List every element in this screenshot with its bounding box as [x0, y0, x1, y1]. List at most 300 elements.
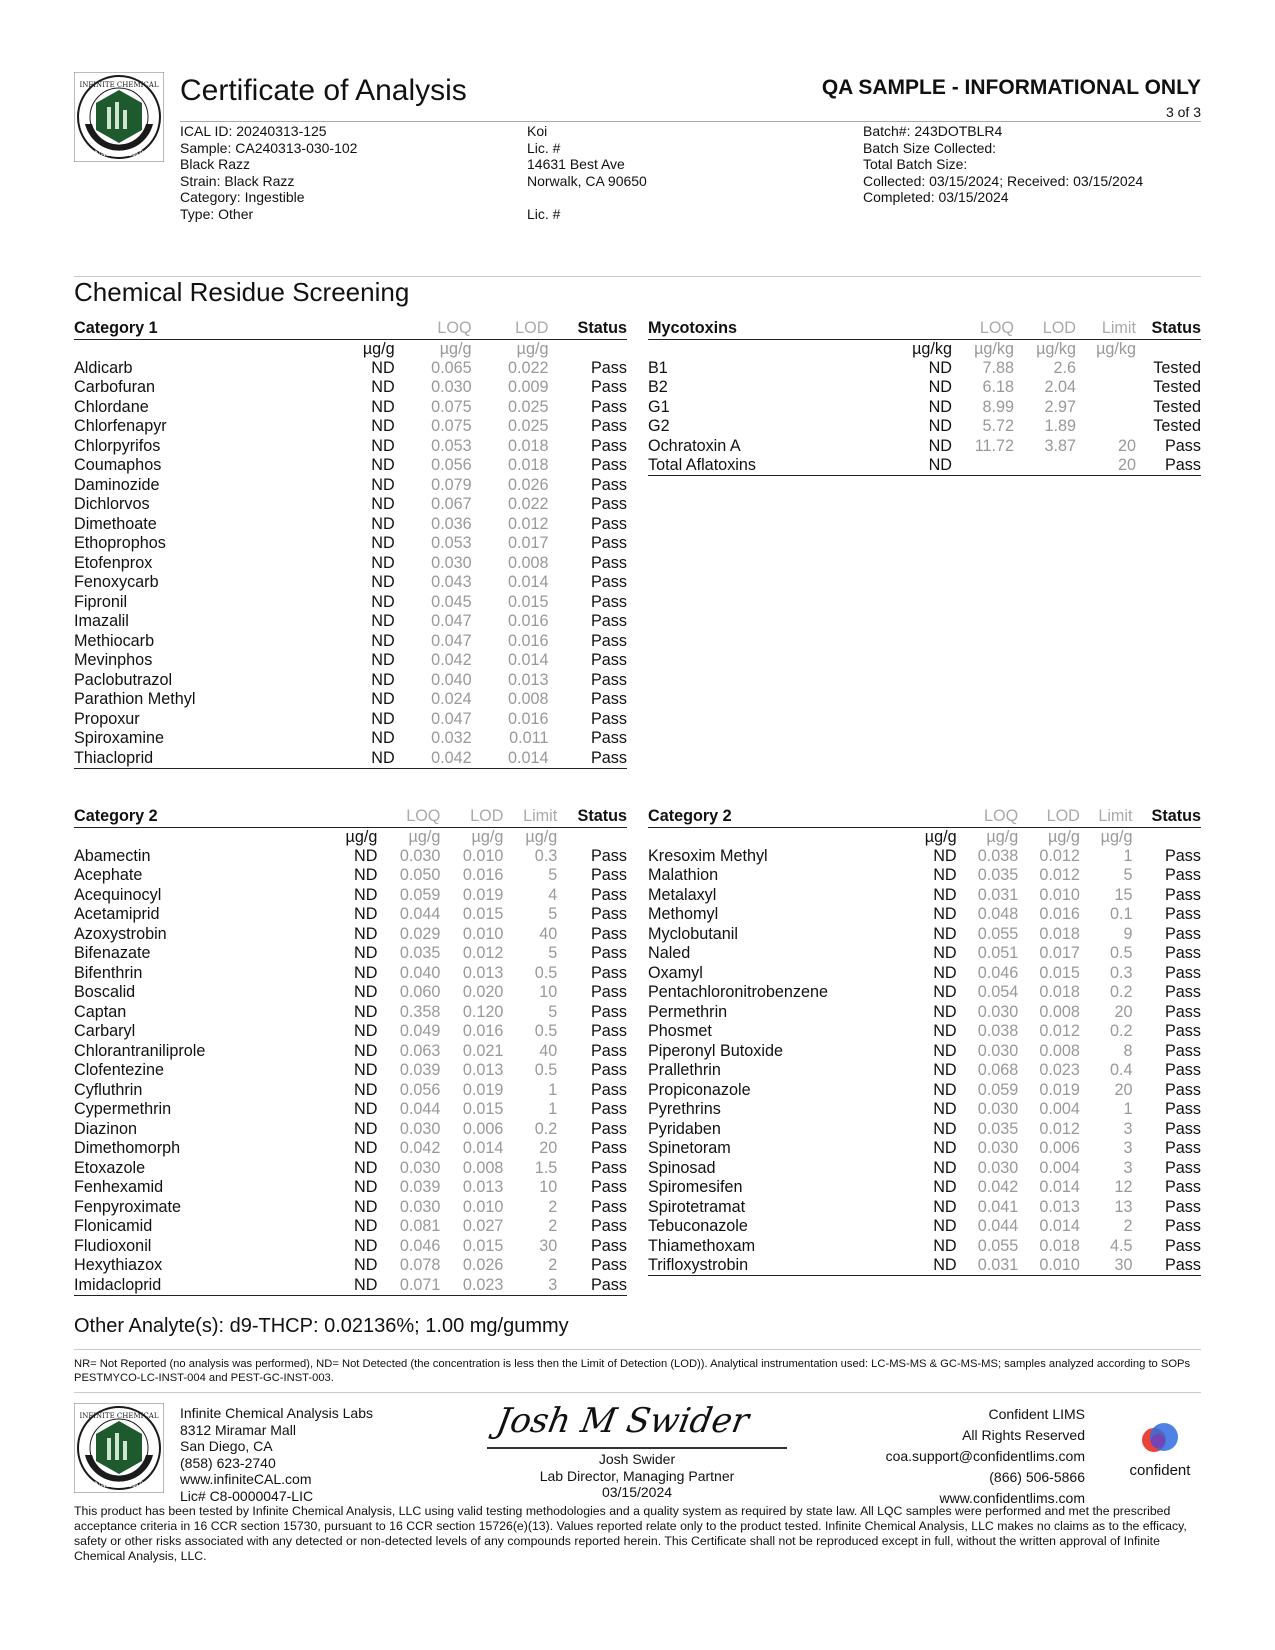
limit-value: 2 [1123, 1217, 1133, 1236]
category2-table-right [648, 807, 1201, 1276]
limit-value: 5 [548, 944, 558, 963]
result-value: ND [281, 1276, 378, 1296]
table-row [74, 1276, 627, 1296]
lod-value: 0.016 [462, 1022, 504, 1041]
analyte-name: Fipronil [74, 592, 128, 611]
sample-info-line: ICAL ID: 20240313-125 [180, 123, 327, 139]
lod-value: 0.008 [507, 553, 549, 572]
unit-label: µg/kg [1096, 339, 1136, 358]
result-value: ND [354, 944, 378, 963]
status-value: Pass [591, 1158, 627, 1177]
analyte-name: Fenpyroximate [74, 1197, 182, 1216]
sample-info-line: Black Razz [180, 156, 251, 172]
result-value: ND [371, 631, 395, 650]
loq-value: 0.030 [977, 1100, 1019, 1119]
lod-value: 0.014 [1039, 1217, 1080, 1236]
lod-value: 1.89 [1044, 417, 1076, 436]
lod-value: 0.026 [462, 1256, 504, 1275]
table-row [648, 1061, 1201, 1081]
result-value: ND [928, 436, 952, 455]
loq-value: 0.081 [399, 1217, 441, 1236]
loq-value: 0.044 [399, 1100, 441, 1119]
result-value: ND [371, 514, 395, 533]
category2-table-left [74, 807, 627, 1296]
page-number: 3 of 3 [1165, 104, 1201, 120]
client-info-line: Koi [527, 123, 548, 139]
limit-value: 0.1 [1110, 905, 1133, 924]
analyte-name: Aldicarb [74, 358, 133, 377]
lod-value: 0.006 [462, 1119, 504, 1138]
status-value: Pass [591, 1256, 627, 1275]
limit-value: 9 [1123, 924, 1133, 943]
table-row [648, 983, 1201, 1003]
table-row [74, 515, 627, 535]
lod-value: 0.008 [462, 1158, 504, 1177]
result-value: ND [371, 729, 395, 748]
table-row [74, 1042, 627, 1062]
result-value: ND [371, 553, 395, 572]
status-value: Pass [591, 592, 627, 611]
lod-value: 0.012 [462, 944, 504, 963]
limit-value: 1 [548, 1100, 558, 1119]
status-value: Pass [591, 573, 627, 592]
signature-text: Josh M Swider [493, 1401, 752, 1441]
limit-value: 10 [539, 1178, 558, 1197]
loq-value: 0.035 [977, 1119, 1019, 1138]
status-value: Pass [1133, 1256, 1201, 1276]
lod-value: 0.022 [507, 495, 549, 514]
lab-logo-icon [74, 1403, 164, 1493]
status-header: Status [548, 319, 627, 339]
result-value: ND [354, 1197, 378, 1216]
result-value: ND [354, 924, 378, 943]
result-value: ND [354, 885, 378, 904]
loq-value: 0.079 [431, 475, 472, 494]
lod-value: 0.023 [440, 1276, 503, 1296]
lod-value: 0.015 [1039, 963, 1080, 982]
result-value: ND [354, 1119, 378, 1138]
analyte-name: B1 [648, 358, 668, 377]
loq-value: 0.063 [399, 1041, 441, 1060]
analyte-name: Phosmet [648, 1022, 712, 1041]
loq-value: 0.030 [977, 1041, 1019, 1060]
lod-value: 2.6 [1053, 358, 1076, 377]
loq-value: 0.075 [431, 417, 472, 436]
table-row [648, 359, 1201, 379]
table-row [74, 1217, 627, 1237]
status-header: Status [557, 807, 627, 827]
status-value: Pass [1165, 1217, 1201, 1236]
analyte-name: Acequinocyl [74, 885, 162, 904]
analyte-name: Pyrethrins [648, 1100, 721, 1119]
table-row [74, 925, 627, 945]
result-value: ND [371, 573, 395, 592]
status-value: Pass [591, 1061, 627, 1080]
unit-label: µg/g [1048, 827, 1080, 846]
result-value: ND [354, 1139, 378, 1158]
analyte-name: Fludioxonil [74, 1236, 152, 1255]
lod-value: 0.014 [507, 573, 549, 592]
analyte-name: Daminozide [74, 475, 160, 494]
lod-value: 0.022 [507, 358, 549, 377]
lod-value: 0.016 [462, 866, 504, 885]
loq-value: 0.047 [431, 631, 472, 650]
client-info-line: Lic. # [527, 205, 561, 222]
loq-value: 0.055 [977, 924, 1019, 943]
table-row [648, 1178, 1201, 1198]
table-row [74, 690, 627, 710]
loq-value: 0.042 [431, 651, 472, 670]
limit-value: 20 [1117, 436, 1136, 455]
lab-name: Infinite Chemical Analysis Labs [180, 1405, 373, 1421]
category2-header: Category 2 [74, 807, 281, 827]
status-value: Pass [591, 905, 627, 924]
analyte-name: Diazinon [74, 1119, 137, 1138]
loq-value: 0.054 [977, 983, 1019, 1002]
table-row [648, 1100, 1201, 1120]
loq-value: 0.024 [431, 690, 472, 709]
loq-value: 0.040 [431, 670, 472, 689]
result-value: ND [933, 1061, 957, 1080]
status-value: Pass [591, 456, 627, 475]
result-value: ND [928, 358, 952, 377]
table-row [74, 632, 627, 652]
loq-value: 0.055 [977, 1236, 1019, 1255]
result-value: ND [933, 1158, 957, 1177]
analyte-name: Pentachloronitrobenzene [648, 983, 828, 1002]
status-value: Pass [591, 436, 627, 455]
status-value: Pass [591, 709, 627, 728]
limit-header: Limit [1076, 319, 1136, 339]
note-divider [74, 1349, 1201, 1350]
table-row [74, 1139, 627, 1159]
loq-value: 0.049 [399, 1022, 441, 1041]
svg-text:ANALYSIS LABS: ANALYSIS LABS [89, 1481, 149, 1489]
status-value: Pass [591, 1236, 627, 1255]
unit-label: µg/g [516, 339, 549, 358]
lab-logo-icon [74, 72, 164, 162]
client-info-line: 14631 Best Ave [527, 156, 625, 172]
loq-value: 0.071 [377, 1276, 440, 1296]
result-value: ND [371, 358, 395, 377]
table-row [648, 964, 1201, 984]
lod-value: 0.014 [1039, 1178, 1080, 1197]
lims-website: www.confidentlims.com [939, 1490, 1085, 1506]
limit-value: 3 [1123, 1139, 1133, 1158]
lod-value: 0.020 [462, 983, 504, 1002]
lod-value: 0.015 [507, 592, 549, 611]
status-value: Pass [591, 1119, 627, 1138]
loq-header: LOQ [395, 319, 472, 339]
batch-info-line: Collected: 03/15/2024; Received: 03/15/2024 [863, 172, 1144, 189]
lod-value: 0.013 [1039, 1197, 1080, 1216]
limit-value: 20 [1114, 1002, 1133, 1021]
result-value: ND [933, 905, 957, 924]
analyte-name: Malathion [648, 866, 719, 885]
analyte-name: Abamectin [74, 846, 151, 865]
table-row [74, 1159, 627, 1179]
result-value: ND [354, 1002, 378, 1021]
table-row [74, 1237, 627, 1257]
lod-value: 0.015 [462, 905, 504, 924]
table-row [74, 944, 627, 964]
table-row [648, 1256, 1201, 1276]
loq-value: 0.358 [399, 1002, 441, 1021]
loq-value: 0.067 [431, 495, 472, 514]
result-value: ND [277, 749, 395, 769]
status-value: Pass [1165, 963, 1201, 982]
status-value: Tested [1153, 358, 1201, 377]
limit-value [1076, 378, 1136, 398]
unit-label: µg/g [525, 827, 558, 846]
analyte-name: Clofentezine [74, 1061, 164, 1080]
table-row [648, 1198, 1201, 1218]
table-row [648, 1217, 1201, 1237]
lod-value: 0.025 [507, 397, 549, 416]
qa-label: QA SAMPLE - INFORMATIONAL ONLY [821, 76, 1201, 99]
loq-value: 0.038 [977, 1022, 1019, 1041]
batch-info [863, 123, 1143, 206]
unit-label: µg/g [986, 827, 1019, 846]
limit-value: 5 [1123, 866, 1133, 885]
confident-logo-text: confident [1129, 1462, 1191, 1479]
lod-header: LOD [1018, 807, 1080, 827]
loq-value: 0.038 [977, 846, 1019, 865]
category2-header: Category 2 [648, 807, 864, 827]
status-value: Pass [1165, 1236, 1201, 1255]
limit-header: Limit [1080, 807, 1133, 827]
result-value: ND [933, 944, 957, 963]
analyte-name: Oxamyl [648, 963, 703, 982]
table-row [74, 964, 627, 984]
table-row [74, 398, 627, 418]
analyte-name: Chlordane [74, 397, 149, 416]
loq-value: 0.047 [431, 612, 472, 631]
limit-value: 10 [539, 983, 558, 1002]
table-row [74, 749, 627, 769]
lod-value: 0.012 [1039, 1119, 1080, 1138]
loq-value: 0.053 [431, 436, 472, 455]
status-value: Pass [1165, 1100, 1201, 1119]
result-value: ND [371, 495, 395, 514]
table-row [648, 456, 1201, 476]
loq-value: 0.068 [977, 1061, 1019, 1080]
analyte-name: Dimethomorph [74, 1139, 181, 1158]
result-value: ND [354, 1158, 378, 1177]
result-value: ND [933, 1217, 957, 1236]
analyte-name: Kresoxim Methyl [648, 846, 768, 865]
limit-value: 4 [548, 885, 558, 904]
analyte-name: Carbofuran [74, 378, 155, 397]
lod-value: 0.015 [462, 1100, 504, 1119]
analyte-name: Mevinphos [74, 651, 153, 670]
signer-title: Lab Director, Managing Partner [539, 1467, 735, 1484]
table-row [74, 1081, 627, 1101]
limit-value: 0.5 [1110, 944, 1133, 963]
unit-label: µg/g [1100, 827, 1133, 846]
limit-header: Limit [503, 807, 557, 827]
unit-label: µg/g [471, 827, 504, 846]
sample-info-line: Sample: CA240313-030-102 [180, 139, 358, 156]
analyte-name: Etofenprox [74, 553, 153, 572]
limit-value: 3 [1123, 1119, 1133, 1138]
table-row [648, 1237, 1201, 1257]
loq-value: 0.030 [977, 1158, 1019, 1177]
result-value: ND [933, 1178, 957, 1197]
table-row [648, 886, 1201, 906]
unit-label: µg/kg [974, 339, 1014, 358]
table-row [648, 925, 1201, 945]
analyte-name: Imidacloprid [74, 1276, 281, 1296]
analyte-name: Ochratoxin A [648, 436, 741, 455]
loq-value: 0.030 [399, 846, 441, 865]
result-value: ND [933, 1119, 957, 1138]
status-value: Pass [1165, 1061, 1201, 1080]
table-row [648, 1003, 1201, 1023]
status-value: Pass [591, 1217, 627, 1236]
client-info-line: Norwalk, CA 90650 [527, 172, 647, 189]
result-value: ND [933, 1041, 957, 1060]
limit-value: 3 [1123, 1158, 1133, 1177]
status-value: Pass [1165, 1197, 1201, 1216]
table-row [74, 593, 627, 613]
loq-value: 0.032 [431, 729, 472, 748]
analyte-name: Imazalil [74, 612, 129, 631]
status-value: Pass [1165, 885, 1201, 904]
status-value: Pass [591, 1041, 627, 1060]
limit-value: 30 [1080, 1256, 1133, 1276]
status-value: Pass [548, 749, 627, 769]
result-value: ND [371, 417, 395, 436]
loq-header: LOQ [377, 807, 440, 827]
status-value: Pass [1165, 1119, 1201, 1138]
loq-header: LOQ [957, 807, 1019, 827]
loq-value: 0.036 [431, 514, 472, 533]
status-value: Pass [591, 1022, 627, 1041]
analyte-name: Tebuconazole [648, 1217, 748, 1236]
limit-value: 20 [1114, 1080, 1133, 1099]
result-value: ND [354, 1178, 378, 1197]
status-value: Pass [1165, 1041, 1201, 1060]
loq-value: 0.035 [399, 944, 441, 963]
table-row [74, 476, 627, 496]
result-value: ND [933, 1236, 957, 1255]
signature [493, 1398, 777, 1446]
table-row [648, 437, 1201, 457]
lims-rights: All Rights Reserved [962, 1427, 1085, 1443]
lod-value: 0.014 [507, 651, 549, 670]
loq-value: 0.030 [399, 1158, 441, 1177]
lod-value: 0.019 [1039, 1080, 1080, 1099]
table-row [74, 1100, 627, 1120]
loq-value: 0.045 [431, 592, 472, 611]
analyte-name: Methiocarb [74, 631, 155, 650]
lod-value: 0.010 [1018, 1256, 1080, 1276]
loq-value: 0.031 [957, 1256, 1019, 1276]
mycotoxins-header: Mycotoxins [648, 319, 848, 339]
analyte-name: Permethrin [648, 1002, 728, 1021]
lod-value: 0.016 [507, 631, 549, 650]
status-value: Pass [591, 378, 627, 397]
result-value: ND [371, 651, 395, 670]
status-value: Pass [591, 534, 627, 553]
status-value: Pass [591, 983, 627, 1002]
table-row [74, 710, 627, 730]
status-value: Pass [591, 670, 627, 689]
loq-value: 0.060 [399, 983, 441, 1002]
unit-label: µg/g [408, 827, 441, 846]
analyte-name: Azoxystrobin [74, 924, 167, 943]
loq-value: 0.043 [431, 573, 472, 592]
table-row [648, 1120, 1201, 1140]
table-row [74, 359, 627, 379]
svg-text:ANALYSIS LABS: ANALYSIS LABS [89, 150, 149, 158]
loq-value: 0.042 [977, 1178, 1019, 1197]
lod-value: 0.018 [507, 436, 549, 455]
lod-value: 0.019 [462, 1080, 504, 1099]
batch-info-line: Batch#: 243DOTBLR4 [863, 123, 1003, 139]
result-value: ND [371, 709, 395, 728]
limit-value: 15 [1114, 885, 1133, 904]
loq-value: 0.075 [431, 397, 472, 416]
result-value: ND [371, 475, 395, 494]
lod-value: 0.012 [1039, 846, 1080, 865]
lod-value: 0.026 [507, 475, 549, 494]
client-info-line [527, 189, 647, 206]
status-value: Pass [591, 846, 627, 865]
lod-value: 0.018 [1039, 1236, 1080, 1255]
limit-value: 0.5 [534, 1061, 558, 1080]
limit-value: 5 [548, 905, 558, 924]
lab-website: www.infiniteCAL.com [180, 1471, 312, 1487]
result-value: ND [933, 924, 957, 943]
result-value: ND [933, 1139, 957, 1158]
result-value: ND [354, 963, 378, 982]
lod-value: 0.120 [462, 1002, 504, 1021]
signature-date: 03/15/2024 [601, 1484, 673, 1500]
status-value: Pass [591, 651, 627, 670]
lod-value: 0.013 [462, 1061, 504, 1080]
result-value: ND [354, 1256, 378, 1275]
limit-value: 1 [1123, 1100, 1133, 1119]
loq-value: 0.078 [399, 1256, 441, 1275]
limit-value: 1 [1123, 846, 1133, 865]
lod-value: 0.004 [1039, 1100, 1080, 1119]
result-value: ND [371, 690, 395, 709]
table-row [648, 905, 1201, 925]
loq-value: 0.029 [399, 924, 441, 943]
result-value: ND [354, 1236, 378, 1255]
mycotoxins-table [648, 319, 1201, 476]
limit-value: 0.4 [1110, 1061, 1133, 1080]
lod-value: 2.97 [1044, 397, 1076, 416]
lod-value: 0.008 [507, 690, 549, 709]
status-value: Pass [591, 1139, 627, 1158]
batch-info-line: Completed: 03/15/2024 [863, 189, 1009, 205]
table-row [74, 1061, 627, 1081]
table-row [74, 437, 627, 457]
unit-label: µg/kg [1036, 339, 1076, 358]
limit-value: 20 [1076, 456, 1136, 476]
loq-value: 0.039 [399, 1178, 441, 1197]
result-value: ND [371, 592, 395, 611]
limit-value: 20 [539, 1139, 558, 1158]
lod-value: 0.013 [462, 1178, 504, 1197]
result-value: ND [354, 1100, 378, 1119]
loq-value: 0.040 [399, 963, 441, 982]
lod-value: 0.008 [1039, 1002, 1080, 1021]
limit-value: 4.5 [1110, 1236, 1133, 1255]
